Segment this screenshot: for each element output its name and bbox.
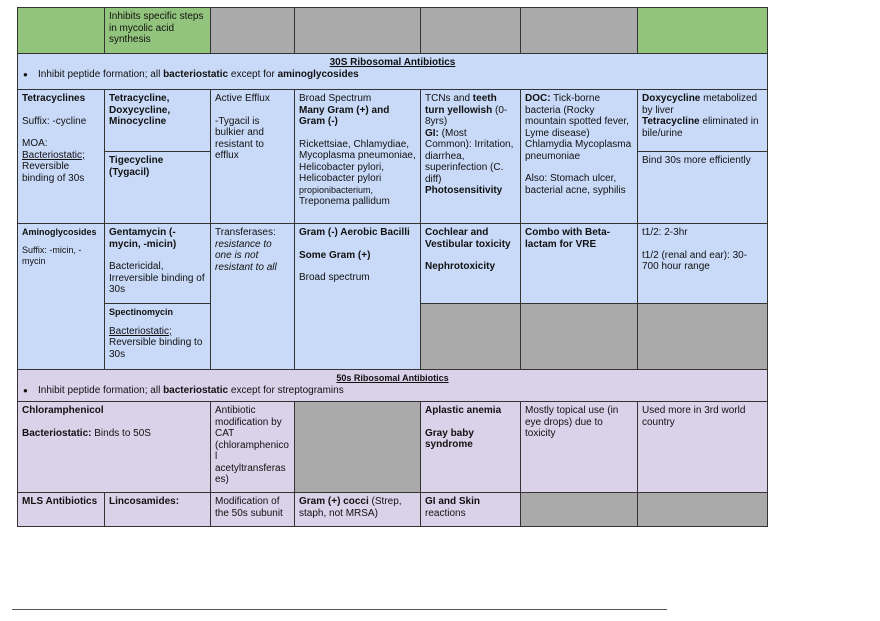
tetracyclines-toxicity-photo: Photosensitivity — [425, 185, 503, 196]
tetracyclines-class: Tetracyclines — [22, 93, 86, 104]
gentamycin-bactericidal: Bactericidal, — [109, 261, 164, 272]
aminoglycosides-row — [18, 224, 768, 304]
tetracyclines-also: Also: Stomach ulcer, bacterial acne, syphilis — [525, 173, 626, 196]
blank-cell — [18, 8, 105, 54]
chloramphenicol-toxicity-cell — [421, 402, 521, 493]
tetracyclines-spectrum-last: Treponema pallidum — [299, 196, 390, 207]
mycolic-mechanism: Inhibits specific steps in mycolic acid synthesis — [105, 8, 211, 54]
tetracyclines-moa-label: MOA: — [22, 138, 48, 149]
aminoglycosides-toxicity-1: Cochlear and Vestibular toxicity — [425, 227, 511, 250]
chloramphenicol: Chloramphenicol — [22, 405, 104, 416]
spectinomycin-cell — [105, 304, 211, 370]
aminoglycosides-toxicity-cell — [421, 224, 521, 304]
tetracyclines-spectrum-bold: Many Gram (+) and Gram (-) — [299, 104, 390, 127]
chloramphenicol-resistance: Antibiotic modification by CAT (chloramphenicol acetyltransferases) — [211, 402, 295, 493]
tetracyclines-doc: DOC: Tick-borne bacteria (Rocky mountain spotted fever, Lyme disease) Chlamydia Mycoplasma pneumoniae — [525, 93, 632, 162]
blank-cell — [521, 493, 638, 527]
aminoglycosides-resistance-cell: Transferases: resistance to one is not resistant to all — [211, 224, 295, 370]
chloramphenicol-use: Mostly topical use (in eye drops) due to toxicity — [521, 402, 638, 493]
mls-class: MLS Antibiotics — [22, 496, 98, 507]
chloramphenicol-row — [18, 402, 768, 493]
section-30s-bullet: ● Inhibit peptide formation; all bacteriostatic except for aminoglycosides — [22, 69, 763, 81]
blank-cell — [295, 8, 421, 54]
aminoglycosides-spectrum-cell — [295, 224, 421, 370]
aminoglycosides-use-cell — [521, 224, 638, 304]
tetracyclines-resistance-cell — [211, 90, 295, 224]
tetracyclines-drugs-cell — [105, 90, 211, 152]
tetracyclines-drugs: Tetracycline, Doxycycline, Minocycline — [109, 93, 171, 127]
tetracyclines-resistance-1: Active Efflux — [215, 93, 270, 104]
chloramphenicol-toxicity-1: Aplastic anemia — [425, 405, 502, 416]
gentamycin-cell — [105, 224, 211, 304]
mls-drug: Lincosamides: — [109, 496, 180, 507]
tetracyclines-pk-cell — [638, 90, 768, 152]
tetracyclines-pk-2: Tetracycline eliminated in bile/urine — [642, 116, 759, 139]
tetracyclines-class-cell — [18, 90, 105, 224]
aminoglycosides-spectrum-1: Gram (-) Aerobic Bacilli — [299, 227, 410, 238]
mls-toxicity: GI and Skin reactions — [421, 493, 521, 527]
tetracyclines-spectrum-list: Rickettsiae, Chlamydiae, Mycoplasma pneumoniae, Helicobacter pylori, Helicobacter pylori — [299, 138, 416, 184]
tetracyclines-pk-1: Doxycycline metabolized by liver — [642, 93, 758, 116]
tigecycline-cell — [105, 152, 211, 224]
section-30s-title: 30S Ribosomal Antibiotics — [329, 57, 456, 68]
blank-cell — [211, 8, 295, 54]
chloramphenicol-moa: Bacteriostatic: Binds to 50S — [22, 427, 151, 439]
gentamycin-binding: Irreversible binding of 30s — [109, 272, 205, 295]
tetracyclines-moa: Reversible binding of 30s — [22, 161, 85, 184]
chloramphenicol-pk: Used more in 3rd world country — [638, 402, 768, 493]
tetracyclines-pk-3: Bind 30s more efficiently — [638, 152, 768, 224]
tetracyclines-toxicity-teeth: TCNs and teeth turn yellowish (0-8yrs) — [425, 93, 508, 127]
tigecycline: Tigecycline (Tygacil) — [109, 155, 164, 178]
antibiotics-table — [17, 7, 768, 527]
blank-cell — [638, 8, 768, 54]
aminoglycosides-pk-cell — [638, 224, 768, 304]
aminoglycosides-use: Combo with Beta-lactam for VRE — [525, 227, 610, 250]
section-50s-bullet: ● Inhibit peptide formation; all bacteriostatic except for streptogramins — [22, 385, 763, 397]
aminoglycosides-class-cell — [18, 224, 105, 370]
mls-drug-cell — [105, 493, 211, 527]
tetracyclines-spectrum-head: Broad Spectrum — [299, 93, 372, 104]
mls-resistance: Modification of the 50s subunit — [211, 493, 295, 527]
mls-spectrum: Gram (+) cocci (Strep, staph, not MRSA) — [295, 493, 421, 527]
blank-cell — [521, 304, 638, 370]
tetracyclines-resistance-2: -Tygacil is bulkier and resistant to efflux — [215, 115, 264, 161]
tetracyclines-row — [18, 90, 768, 152]
blank-cell — [421, 304, 521, 370]
section-50s-header — [18, 370, 768, 402]
tetracyclines-spectrum-cell — [295, 90, 421, 224]
tetracyclines-spectrum-small: propionibacterium, — [299, 184, 374, 195]
tetracyclines-suffix: Suffix: -cycline — [22, 115, 87, 127]
chloramphenicol-cell — [18, 402, 211, 493]
aminoglycosides-spectrum-2: Some Gram (+) — [299, 249, 371, 261]
spectinomycin-type: Bacteriostatic; — [109, 325, 172, 337]
aminoglycosides-resistance: resistance to one is not resistant to all — [215, 238, 277, 273]
aminoglycosides-pk-2: t1/2 (renal and ear): 30-700 hour range — [642, 249, 748, 272]
mycolic-row — [18, 8, 768, 54]
aminoglycosides-class: Aminoglycosides — [22, 227, 97, 237]
tetracyclines-toxicity-gi: GI: (Most Common): Irritation, diarrhea, superinfection (C. diff) — [425, 127, 514, 185]
aminoglycosides-pk-1: t1/2: 2-3hr — [642, 227, 688, 238]
blank-cell — [421, 8, 521, 54]
tetracyclines-toxicity-cell — [421, 90, 521, 224]
chloramphenicol-toxicity-2: Gray baby syndrome — [425, 427, 474, 450]
blank-cell — [638, 493, 768, 527]
footer-divider — [12, 609, 667, 610]
section-50s-title: 50s Ribosomal Antibiotics — [336, 373, 449, 383]
aminoglycosides-toxicity-2: Nephrotoxicity — [425, 261, 496, 272]
blank-cell — [521, 8, 638, 54]
aminoglycosides-spectrum-3: Broad spectrum — [299, 272, 370, 283]
spectinomycin-binding: Reversible binding to 30s — [109, 337, 203, 360]
mls-class-cell — [18, 493, 105, 527]
blank-cell — [295, 402, 421, 493]
section-30s-header — [18, 54, 768, 90]
tetracyclines-uses-cell — [521, 90, 638, 224]
spectinomycin: Spectinomycin — [109, 307, 174, 317]
blank-cell — [638, 304, 768, 370]
mls-row — [18, 493, 768, 527]
tetracyclines-moa-type: Bacteriostatic; — [22, 149, 85, 161]
aminoglycosides-suffix: Suffix: -micin, -mycin — [22, 244, 82, 266]
gentamycin: Gentamycin (-mycin, -micin) — [109, 227, 177, 250]
